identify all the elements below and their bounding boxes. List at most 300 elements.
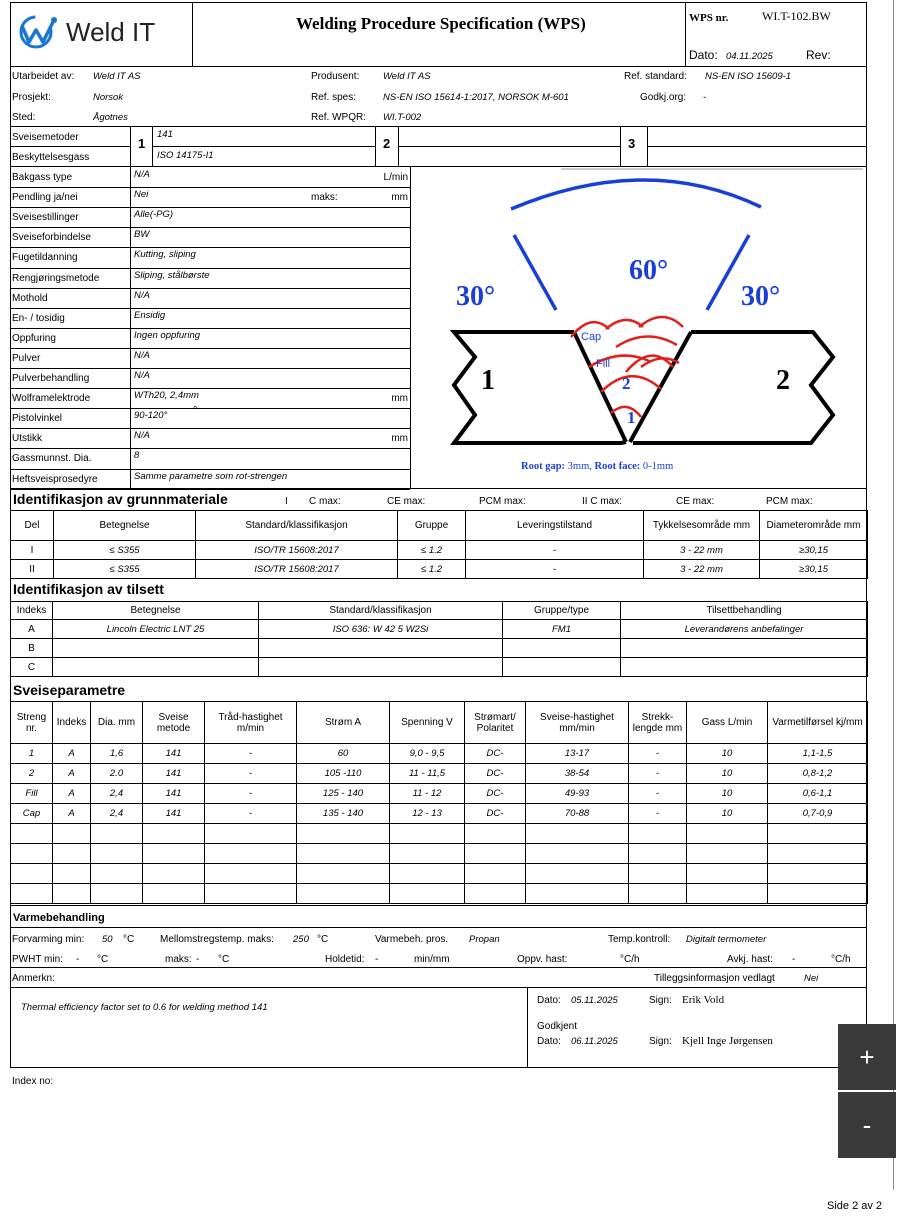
- param-label: Wolframelektrode: [12, 393, 91, 405]
- plate-label-1: 1: [481, 365, 495, 396]
- table-header: Strekk-lengde mm: [629, 702, 687, 744]
- table-cell: [91, 864, 143, 884]
- table-cell: ≤ S355: [54, 541, 196, 560]
- hold: -: [375, 954, 379, 965]
- table-cell: 12 - 13: [390, 804, 465, 824]
- param-label: Pendling ja/nei: [12, 192, 78, 204]
- pistol-degree: °: [193, 405, 198, 417]
- table-row: [11, 844, 868, 864]
- table-header: Diameterområde mm: [760, 511, 868, 541]
- table-cell: -: [629, 784, 687, 804]
- table-header: Streng nr.: [11, 702, 53, 744]
- avkj-unit: °C/h: [831, 954, 851, 965]
- logo-text: Weld IT: [66, 16, 156, 47]
- left-bevel-line: [514, 235, 556, 310]
- param-value: Samme parametre som rot-strengen: [134, 470, 288, 482]
- tilsett-title: Identifikasjon av tilsett: [13, 581, 164, 597]
- plate-2: [633, 332, 833, 443]
- anm-label: Anmerkn:: [12, 973, 55, 984]
- table-cell: 1: [11, 744, 53, 764]
- param-row-line: [10, 247, 410, 248]
- table-cell: [465, 864, 526, 884]
- godkj: -: [703, 92, 707, 103]
- grunn-title: Identifikasjon av grunnmateriale: [13, 491, 228, 507]
- tillegg-label: Tilleggsinformasjon vedlagt: [654, 973, 775, 984]
- table-cell: A: [53, 764, 91, 784]
- header-div2: [685, 2, 686, 66]
- param-value: N/A: [134, 430, 150, 442]
- table-cell: 70-88: [526, 804, 629, 824]
- table-row: [11, 884, 868, 904]
- table-header: Standard/klassifikasjon: [196, 511, 398, 541]
- dato-label: Dato:: [689, 48, 718, 62]
- table-cell: [768, 844, 868, 864]
- method-num-3: 3: [628, 136, 636, 151]
- grunn-cemax2: CE max:: [676, 496, 715, 507]
- rev-label: Rev:: [806, 48, 831, 62]
- param-row-line: [10, 428, 410, 429]
- table-header: Gruppe: [398, 511, 466, 541]
- table-row: [11, 804, 868, 824]
- angle-left: 30°: [456, 281, 496, 312]
- table-cell: 10: [687, 744, 768, 764]
- table-cell: [91, 824, 143, 844]
- method-1: 141: [157, 129, 173, 140]
- scroll-divider: [893, 0, 894, 1190]
- param-row-line: [10, 348, 410, 349]
- table-cell: 141: [143, 784, 205, 804]
- grunn-I: I: [285, 496, 288, 507]
- table-cell: [53, 824, 91, 844]
- table-header: Strøm A: [297, 702, 390, 744]
- grunn-pcmmax2: PCM max:: [766, 496, 813, 507]
- anm-divider: [527, 987, 528, 1068]
- table-row: [11, 560, 868, 579]
- methods-v5: [620, 126, 621, 166]
- param-row-line: [10, 268, 410, 269]
- param-value: N/A: [134, 370, 150, 381]
- param-label: Sveiseforbindelse: [12, 232, 91, 244]
- table-cell: [526, 864, 629, 884]
- beskyttelsesgass-label: Beskyttelsesgass: [12, 152, 90, 163]
- table-cell: 2.0: [91, 764, 143, 784]
- table-cell: FM1: [503, 620, 621, 639]
- table-cell: [768, 884, 868, 904]
- param-label: Heftsveisprosedyre: [12, 473, 98, 485]
- table-cell: DC-: [465, 804, 526, 824]
- table-cell: -: [205, 744, 297, 764]
- table-header: Dia. mm: [91, 702, 143, 744]
- grunn-cmax: C max:: [309, 496, 341, 507]
- anm-note: Thermal efficiency factor set to 0.6 for welding method 141: [21, 1002, 268, 1013]
- left-groove: [574, 332, 626, 442]
- sign-label: Sign:: [649, 995, 672, 1006]
- table-cell: 141: [143, 764, 205, 784]
- dato-value: 04.11.2025: [726, 51, 773, 62]
- header-bottom: [10, 66, 867, 67]
- table-cell: [687, 824, 768, 844]
- mellom: 250: [293, 934, 309, 945]
- table-cell: [629, 884, 687, 904]
- table-cell: [503, 658, 621, 677]
- table-cell: DC-: [465, 764, 526, 784]
- maks: -: [196, 954, 200, 965]
- param-unit: L/min: [383, 172, 408, 183]
- table-cell: 0,7-0,9: [768, 804, 868, 824]
- logo: [14, 12, 155, 52]
- table-cell: 2,4: [91, 784, 143, 804]
- table-cell: -: [205, 764, 297, 784]
- fill-label: Fill: [596, 358, 611, 370]
- table-header: Betegnelse: [54, 511, 196, 541]
- param-unit: mm: [391, 393, 408, 405]
- table-cell: DC-: [465, 784, 526, 804]
- param-row-line: [10, 448, 410, 449]
- table-header: Gass L/min: [687, 702, 768, 744]
- param-label: En- / tosidig: [12, 312, 65, 324]
- table-row: [11, 639, 868, 658]
- table-cell: 1,6: [91, 744, 143, 764]
- table-cell: [11, 844, 53, 864]
- table-cell: [390, 844, 465, 864]
- table-cell: [11, 864, 53, 884]
- refspes-label: Ref. spes:: [311, 92, 357, 103]
- table-header: Strømart/ Polaritet: [465, 702, 526, 744]
- table-cell: A: [53, 744, 91, 764]
- page-title: Welding Procedure Specification (WPS): [296, 14, 586, 33]
- index-no: Index no:: [12, 1076, 54, 1087]
- zoom-out-button[interactable]: -: [838, 1092, 896, 1158]
- sign-dato-label: Dato:: [537, 995, 561, 1006]
- table-cell: -: [466, 560, 644, 579]
- table-cell: [629, 824, 687, 844]
- table-cell: [465, 884, 526, 904]
- param-value: Sliping, stålbørste: [134, 269, 210, 281]
- param-label: Gassmunnst. Dia.: [12, 453, 92, 465]
- table-cell: 141: [143, 804, 205, 824]
- mellom-label: Mellomstregstemp. maks:: [160, 934, 274, 945]
- table-header: Spenning V: [390, 702, 465, 744]
- param-value: WTh20, 2,4mm: [134, 390, 199, 402]
- param-v1: [130, 166, 131, 488]
- table-cell: [621, 639, 868, 658]
- table-cell: [526, 844, 629, 864]
- table-row: [11, 764, 868, 784]
- table-row: [11, 620, 868, 639]
- pwht: -: [76, 954, 80, 965]
- grunn-header-row: [11, 511, 868, 541]
- param-value: Kutting, sliping: [134, 249, 196, 261]
- anm-line: [10, 987, 867, 988]
- table-cell: 0,6-1,1: [768, 784, 868, 804]
- sveise-table: [10, 701, 868, 904]
- table-cell: ≤ 1.2: [398, 541, 466, 560]
- param-value: 8: [134, 450, 140, 462]
- table-cell: Lincoln Electric LNT 25: [53, 620, 259, 639]
- sveise-header-row: [11, 702, 868, 744]
- table-cell: ≤ 1.2: [398, 560, 466, 579]
- table-cell: A: [11, 620, 53, 639]
- table-cell: 141: [143, 744, 205, 764]
- table-cell: [390, 824, 465, 844]
- grunn-table: [10, 510, 868, 579]
- param-unit: mm: [391, 433, 408, 445]
- forvarm-degc: °C: [123, 934, 135, 945]
- table-cell: B: [11, 639, 53, 658]
- varme-title: Varmebehandling: [13, 912, 105, 924]
- param-label: Utstikk: [12, 433, 42, 445]
- table-cell: ISO/TR 15608:2017: [196, 541, 398, 560]
- param-label: Fugetildanning: [12, 252, 78, 264]
- table-cell: [53, 658, 259, 677]
- table-header: Leveringstilstand: [466, 511, 644, 541]
- table-header: Varmetilførsel kj/mm: [768, 702, 868, 744]
- table-cell: [503, 639, 621, 658]
- method-num-1: 1: [138, 136, 146, 151]
- table-cell: [687, 864, 768, 884]
- table-cell: [687, 884, 768, 904]
- tempk: Digitalt termometer: [686, 934, 767, 945]
- param-row-line: [10, 328, 410, 329]
- table-cell: [621, 658, 868, 677]
- sign-name: Erik Vold: [682, 994, 725, 1006]
- param-value: 90-120°: [134, 410, 168, 422]
- param-row-line: [10, 308, 410, 309]
- angle-right: 30°: [741, 281, 781, 312]
- param-label: Mothold: [12, 292, 48, 304]
- pwht-degc: °C: [97, 954, 109, 965]
- param-label: Sveisestillinger: [12, 212, 79, 224]
- table-cell: ≥30,15: [760, 541, 868, 560]
- table-cell: 13-17: [526, 744, 629, 764]
- param-value: Ensidig: [134, 309, 166, 321]
- godkjent-label: Godkjent: [537, 1021, 578, 1032]
- table-cell: [91, 844, 143, 864]
- table-cell: [143, 884, 205, 904]
- table-cell: 49-93: [526, 784, 629, 804]
- table-row: [11, 541, 868, 560]
- logo-icon: [14, 12, 58, 52]
- table-cell: [768, 824, 868, 844]
- table-cell: 125 - 140: [297, 784, 390, 804]
- param-value: BW: [134, 229, 150, 241]
- table-cell: 9,0 - 9,5: [390, 744, 465, 764]
- method-num-2: 2: [383, 136, 391, 151]
- sted: Ågotnes: [93, 112, 128, 123]
- table-row: [11, 824, 868, 844]
- table-cell: [390, 864, 465, 884]
- tillegg: Nei: [804, 973, 819, 984]
- table-cell: II: [11, 560, 54, 579]
- param-label: Pulver: [12, 352, 41, 364]
- root-info: Root gap: 3mm, Root face: 0-1mm: [521, 461, 674, 472]
- param-value: N/A: [134, 349, 150, 361]
- sted-label: Sted:: [12, 112, 36, 123]
- table-cell: 105 -110: [297, 764, 390, 784]
- table-cell: Leverandørens anbefalinger: [621, 620, 868, 639]
- methods-mid: [10, 146, 130, 147]
- table-cell: A: [53, 804, 91, 824]
- table-cell: [297, 844, 390, 864]
- varme-line: [10, 927, 867, 928]
- params-bottom: [10, 488, 867, 489]
- table-cell: 10: [687, 784, 768, 804]
- table-cell: DC-: [465, 744, 526, 764]
- table-cell: 135 - 140: [297, 804, 390, 824]
- table-cell: [53, 864, 91, 884]
- table-cell: [297, 884, 390, 904]
- table-cell: ≤ S355: [54, 560, 196, 579]
- param-row-line: [10, 408, 410, 409]
- godkj-label: Godkj.org:: [640, 92, 687, 103]
- utarbeidet: Weld IT AS: [93, 71, 141, 82]
- table-cell: [297, 864, 390, 884]
- godkjent-dato: 06.11.2025: [571, 1036, 618, 1047]
- table-cell: [91, 884, 143, 904]
- table-row: [11, 864, 868, 884]
- table-cell: [390, 884, 465, 904]
- param-row-line: [10, 187, 410, 188]
- methods-v3: [375, 126, 376, 166]
- table-cell: [259, 658, 503, 677]
- refstd: NS-EN ISO 15609-1: [705, 71, 792, 82]
- godkjent-dato-label: Dato:: [537, 1036, 561, 1047]
- table-cell: [465, 844, 526, 864]
- param-value: Alle(-PG): [134, 209, 174, 221]
- zoom-in-button[interactable]: +: [838, 1024, 896, 1090]
- table-cell: A: [53, 784, 91, 804]
- table-cell: [297, 824, 390, 844]
- table-cell: [629, 844, 687, 864]
- string-2-label: 2: [622, 374, 631, 393]
- table-header: Tilsettbehandling: [621, 602, 868, 620]
- table-cell: 10: [687, 764, 768, 784]
- refwpqr: WI.T-002: [383, 112, 422, 123]
- table-cell: ISO/TR 15608:2017: [196, 560, 398, 579]
- table-cell: -: [629, 764, 687, 784]
- table-cell: [768, 864, 868, 884]
- sign-dato: 05.11.2025: [571, 995, 618, 1006]
- table-cell: ≥30,15: [760, 560, 868, 579]
- param-row-line: [10, 368, 410, 369]
- table-cell: ISO 636: W 42 5 W2Si: [259, 620, 503, 639]
- tilsett-header-row: [11, 602, 868, 620]
- param-label: Oppfuring: [12, 332, 56, 344]
- table-cell: [11, 824, 53, 844]
- tempk-label: Temp.kontroll:: [608, 934, 671, 945]
- param-value: N/A: [134, 169, 150, 180]
- param-label: Bakgass type: [12, 172, 73, 183]
- utarbeidet-label: Utarbeidet av:: [12, 71, 75, 82]
- table-row: [11, 744, 868, 764]
- param-row-line: [10, 469, 410, 470]
- sign2-label: Sign:: [649, 1036, 672, 1047]
- prosjekt: Norsok: [93, 92, 124, 103]
- table-cell: 10: [687, 804, 768, 824]
- table-cell: [205, 864, 297, 884]
- pwht-label: PWHT min:: [12, 954, 63, 965]
- table-cell: -: [629, 744, 687, 764]
- table-cell: 11 - 12: [390, 784, 465, 804]
- angle-mid: 60°: [629, 255, 669, 286]
- avkj: -: [792, 954, 796, 965]
- table-cell: [205, 844, 297, 864]
- maks-degc: °C: [218, 954, 230, 965]
- forvarm-label: Forvarming min:: [12, 934, 85, 945]
- table-header: Indeks: [11, 602, 53, 620]
- refstd-label: Ref. standard:: [624, 71, 687, 82]
- table-cell: [526, 824, 629, 844]
- table-cell: [526, 884, 629, 904]
- hold-label: Holdetid:: [325, 954, 365, 965]
- sveise-title: Sveiseparametre: [13, 682, 126, 698]
- table-cell: -: [629, 804, 687, 824]
- refwpqr-label: Ref. WPQR:: [311, 112, 367, 123]
- avkj-label: Avkj. hast:: [727, 954, 773, 965]
- table-header: Standard/klassifikasjon: [259, 602, 503, 620]
- param-value: N/A: [134, 289, 150, 301]
- table-cell: 2: [11, 764, 53, 784]
- tilsett-table: [10, 601, 868, 677]
- table-cell: 11 - 11,5: [390, 764, 465, 784]
- table-header: Gruppe/type: [503, 602, 621, 620]
- grunn-pcmmax: PCM max:: [479, 496, 526, 507]
- info-bottom: [10, 126, 867, 127]
- maks-label: maks:: [165, 954, 192, 965]
- param-row-line: [10, 288, 410, 289]
- minmm: min/mm: [414, 954, 450, 965]
- methods-v1: [130, 126, 131, 166]
- weld-joint-diagram: [411, 167, 866, 487]
- table-cell: Fill: [11, 784, 53, 804]
- table-cell: 3 - 22 mm: [644, 541, 760, 560]
- table-cell: 2,4: [91, 804, 143, 824]
- oppv-label: Oppv. hast:: [517, 954, 568, 965]
- table-cell: [629, 864, 687, 884]
- table-cell: 60: [297, 744, 390, 764]
- param-label: Pulverbehandling: [12, 373, 90, 384]
- methods-mid3: [398, 146, 620, 147]
- prosjekt-label: Prosjekt:: [12, 92, 51, 103]
- table-header: Tykkelsesområde mm: [644, 511, 760, 541]
- angle-arc: [511, 180, 761, 209]
- param-mid: maks:: [311, 192, 338, 204]
- table-header: Sveise metode: [143, 702, 205, 744]
- sveisemetoder-label: Sveisemetoder: [12, 132, 79, 143]
- table-header: Betegnelse: [53, 602, 259, 620]
- param-value: Ingen oppfuring: [134, 329, 201, 341]
- produsent: Weld IT AS: [383, 71, 431, 82]
- string-1-label: 1: [627, 408, 636, 427]
- table-cell: 1,1-1,5: [768, 744, 868, 764]
- param-row-line: [10, 227, 410, 228]
- table-row: [11, 784, 868, 804]
- varmepros-label: Varmebeh. pros.: [375, 934, 449, 945]
- table-cell: 0,8-1,2: [768, 764, 868, 784]
- param-label: Pistolvinkel: [12, 413, 63, 425]
- table-cell: [205, 884, 297, 904]
- table-cell: [53, 884, 91, 904]
- table-cell: -: [205, 804, 297, 824]
- wps-label: WPS nr.: [689, 12, 729, 24]
- table-cell: [53, 639, 259, 658]
- grunn-II: II C max:: [582, 496, 623, 507]
- plate-label-2: 2: [776, 365, 790, 396]
- table-cell: [205, 824, 297, 844]
- table-cell: [11, 884, 53, 904]
- produsent-label: Produsent:: [311, 71, 360, 82]
- mellom-degc: °C: [317, 934, 329, 945]
